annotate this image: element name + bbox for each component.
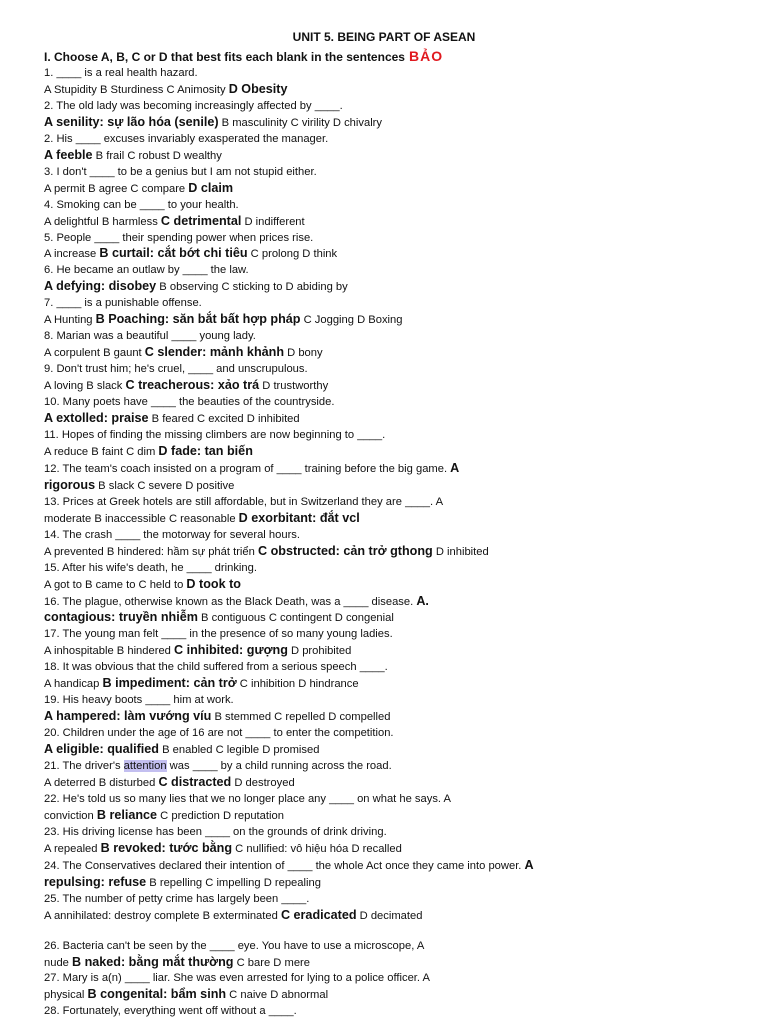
line-text: 5. People ____ their spending power when prices rise. — [44, 231, 314, 244]
line-text: physical — [44, 989, 88, 1002]
line-text: A inhospitable B hindered — [44, 645, 174, 658]
blank-line — [44, 925, 744, 939]
line-text: 1. ____ is a real health hazard. — [44, 67, 198, 79]
line-text: B frail C robust D wealthy — [92, 149, 222, 162]
line-text: A corpulent B gaunt — [44, 347, 145, 360]
line-text: A annihilated: destroy complete B exterminated — [44, 909, 281, 922]
line-text: C naive D abnormal — [226, 989, 329, 1002]
text-line — [44, 165, 744, 181]
text-line — [44, 411, 744, 428]
text-line — [44, 378, 744, 395]
text-line — [44, 825, 744, 841]
line-text: A repealed — [44, 842, 101, 855]
line-text: D indifferent — [241, 215, 305, 228]
line-text: conviction — [44, 809, 97, 822]
answer-text: D exorbitant: đắt vcl — [238, 510, 360, 525]
line-text: 28. Fortunately, everything went off without a ____. — [44, 1005, 297, 1018]
answer-text: B curtail: cắt bớt chi tiêu — [99, 246, 248, 261]
line-text: 16. The plague, otherwise known as the Black Death, was a ____ disease. — [44, 595, 417, 608]
text-line — [44, 115, 744, 132]
text-line — [44, 66, 744, 82]
answer-text: B naked: bằng mắt thường — [72, 954, 234, 969]
text-line — [44, 511, 744, 528]
line-text: B stemmed C repelled D compelled — [211, 711, 391, 724]
page-title: UNIT 5. BEING PART OF ASEAN — [292, 30, 476, 44]
line-text: B feared C excited D inhibited — [148, 413, 300, 426]
text-line — [44, 263, 744, 279]
answer-text: A eligible: qualified — [44, 742, 159, 757]
line-text: 11. Hopes of finding the missing climbers are now beginning to ____. — [44, 428, 386, 441]
text-line — [44, 181, 744, 198]
text-line — [44, 577, 744, 594]
text-line — [44, 875, 744, 892]
line-text: C prediction D reputation — [157, 809, 284, 822]
question-list — [44, 66, 744, 1020]
answer-text: C inhibited: gượng — [174, 643, 288, 658]
heading-text: I. Choose A, B, C or D that best fits each blank in the sentences — [44, 50, 405, 64]
answer-text: repulsing: refuse — [44, 874, 147, 889]
line-text: D inhibited — [432, 545, 489, 558]
line-text: 10. Many poets have ____ the beauties of the countryside. — [44, 396, 335, 409]
text-line — [44, 660, 744, 676]
line-text: D trustworthy — [259, 380, 329, 393]
line-text: moderate B inaccessible C reasonable — [44, 512, 239, 525]
line-text: was ____ by a child running across the road. — [166, 760, 392, 773]
answer-text: D took to — [186, 576, 241, 591]
text-line — [44, 231, 744, 247]
text-line — [44, 198, 744, 214]
line-text: 22. He's told us so many lies that we no longer place any ____ on what he says. A — [44, 792, 451, 805]
line-text: D decimated — [356, 909, 423, 922]
line-text: 21. The driver's — [44, 760, 124, 773]
text-line — [44, 528, 744, 544]
text-line — [44, 312, 744, 329]
line-text: 18. It was obvious that the child suffered from a serious speech ____. — [44, 661, 388, 674]
line-text: A increase — [44, 248, 100, 261]
line-text: 26. Bacteria can't be seen by the ____ eye. You have to use a microscope, A — [44, 939, 425, 952]
line-text: A Hunting — [44, 314, 96, 327]
heading-tag: BẢO — [408, 48, 444, 64]
text-line — [44, 792, 744, 808]
answer-text: C distracted — [158, 774, 232, 789]
text-line — [44, 742, 744, 759]
answer-text: B congenital: bẩm sinh — [87, 987, 227, 1002]
text-line — [44, 858, 744, 875]
line-text: B contiguous C contingent D congenial — [197, 612, 394, 625]
answer-text: C detrimental — [160, 213, 242, 228]
text-line — [44, 478, 744, 495]
text-line — [44, 99, 744, 115]
line-text: 17. The young man felt ____ in the presence of so many young ladies. — [44, 628, 393, 641]
text-line — [44, 214, 744, 231]
text-line — [44, 395, 744, 411]
answer-text: B impediment: cản trở — [102, 676, 237, 691]
line-text: C Jogging D Boxing — [300, 314, 403, 327]
line-text: 15. After his wife's death, he ____ drinking. — [44, 561, 257, 574]
line-text: 14. The crash ____ the motorway for several hours. — [44, 528, 300, 541]
line-text: 7. ____ is a punishable offense. — [44, 297, 202, 310]
line-text: 20. Children under the age of 16 are not ____ to enter the competition. — [44, 727, 394, 740]
answer-text: A extolled: praise — [44, 411, 149, 426]
line-text: D prohibited — [287, 645, 352, 658]
text-line — [44, 610, 744, 627]
line-text: 2. The old lady was becoming increasingly affected by ____. — [44, 99, 343, 112]
text-line — [44, 987, 744, 1004]
line-text: 27. Mary is a(n) ____ liar. She was even arrested for lying to a police officer. A — [44, 972, 430, 985]
line-text: D destroyed — [231, 776, 295, 789]
line-text: 9. Don't trust him; he's cruel, ____ and unscrupulous. — [44, 363, 308, 376]
text-line — [44, 296, 744, 312]
line-text: A Stupidity B Sturdiness C Animosity — [44, 83, 229, 96]
text-line — [44, 808, 744, 825]
text-line — [44, 362, 744, 378]
line-text: 3. I don't ____ to be a genius but I am not stupid either. — [44, 165, 317, 178]
text-line — [44, 726, 744, 742]
line-text: B enabled C legible D promised — [159, 744, 320, 757]
text-line — [44, 693, 744, 709]
line-text: nude — [44, 956, 72, 969]
text-line — [44, 643, 744, 660]
answer-text: D claim — [188, 180, 234, 195]
answer-text: B Poaching: săn bắt bất hợp pháp — [95, 312, 301, 327]
text-line — [44, 461, 744, 478]
line-text: C nullified: vô hiệu hóa D recalled — [232, 842, 402, 855]
answer-text: B reliance — [96, 807, 158, 822]
text-line — [44, 775, 744, 792]
text-line — [44, 892, 744, 908]
section-heading — [44, 48, 443, 64]
line-text: C bare D mere — [233, 956, 310, 969]
line-text: A got to B came to C held to — [44, 578, 187, 591]
line-text: 23. His driving license has been ____ on the grounds of drink driving. — [44, 825, 387, 838]
line-text: 2. His ____ excuses invariably exasperated the manager. — [44, 132, 329, 145]
text-line — [44, 279, 744, 296]
line-text: 6. He became an outlaw by ____ the law. — [44, 264, 249, 277]
text-line — [44, 495, 744, 511]
text-line — [44, 939, 744, 955]
text-line — [44, 709, 744, 726]
line-text: 8. Marian was a beautiful ____ young lady. — [44, 330, 256, 343]
line-text: D bony — [284, 347, 323, 360]
line-text: A reduce B faint C dim — [44, 445, 159, 458]
text-line — [44, 148, 744, 165]
answer-text: D Obesity — [228, 81, 288, 96]
text-line — [44, 676, 744, 693]
line-text: A permit B agree C compare — [44, 182, 189, 195]
text-line — [44, 561, 744, 577]
text-line — [44, 428, 744, 444]
answer-text: C eradicated — [280, 907, 357, 922]
line-text: 19. His heavy boots ____ him at work. — [44, 694, 234, 707]
text-line — [44, 444, 744, 461]
line-text: 25. The number of petty crime has largely been ____. — [44, 892, 310, 905]
text-line — [44, 955, 744, 972]
text-line — [44, 627, 744, 643]
answer-text: A — [524, 857, 534, 872]
answer-text: C slender: mảnh khảnh — [144, 345, 285, 360]
answer-text: C treacherous: xảo trá — [125, 378, 260, 393]
line-text: C prolong D think — [247, 248, 338, 261]
answer-text: A defying: disobey — [44, 279, 157, 294]
answer-text: A. — [416, 593, 429, 608]
text-line — [44, 544, 744, 561]
text-line — [44, 132, 744, 148]
line-text: A delightful B harmless — [44, 215, 161, 228]
text-line — [44, 908, 744, 925]
highlighted-word: attention — [123, 760, 167, 773]
line-text: A prevented B hindered: hầm sự phát triển — [44, 545, 258, 558]
answer-text: A feeble — [44, 147, 93, 162]
line-text: A handicap — [44, 678, 103, 691]
line-text: B repelling C impelling D repealing — [146, 876, 321, 889]
answer-text: A senility: sự lão hóa (senile) — [44, 114, 219, 129]
answer-text: contagious: truyền nhiễm — [44, 610, 198, 625]
line-text: C inhibition D hindrance — [236, 678, 359, 691]
text-line — [44, 246, 744, 263]
text-line — [44, 759, 744, 775]
line-text: B slack C severe D positive — [95, 479, 235, 492]
text-line — [44, 329, 744, 345]
line-text: B observing C sticking to D abiding by — [156, 281, 348, 294]
line-text: 13. Prices at Greek hotels are still affordable, but in Switzerland they are ____. A — [44, 495, 444, 508]
text-line — [44, 841, 744, 858]
answer-text: A — [450, 460, 460, 475]
text-line — [44, 82, 744, 99]
text-line — [44, 594, 744, 611]
line-text: A deterred B disturbed — [44, 776, 159, 789]
text-line — [44, 345, 744, 362]
answer-text: A hampered: làm vướng víu — [44, 709, 212, 724]
text-line — [44, 971, 744, 987]
answer-text: D fade: tan biến — [158, 443, 253, 458]
answer-text: C obstructed: cản trở gthong — [257, 543, 433, 558]
answer-text: rigorous — [44, 477, 96, 492]
text-line — [44, 1004, 744, 1020]
line-text: B masculinity C virility D chivalry — [218, 116, 383, 129]
line-text: 24. The Conservatives declared their intention of ____ the whole Act once they came into power. — [44, 859, 525, 872]
answer-text: B revoked: tước bằng — [100, 840, 233, 855]
line-text: 12. The team's coach insisted on a program of ____ training before the big game. — [44, 462, 451, 475]
line-text: 4. Smoking can be ____ to your health. — [44, 198, 239, 211]
line-text: A loving B slack — [44, 380, 126, 393]
